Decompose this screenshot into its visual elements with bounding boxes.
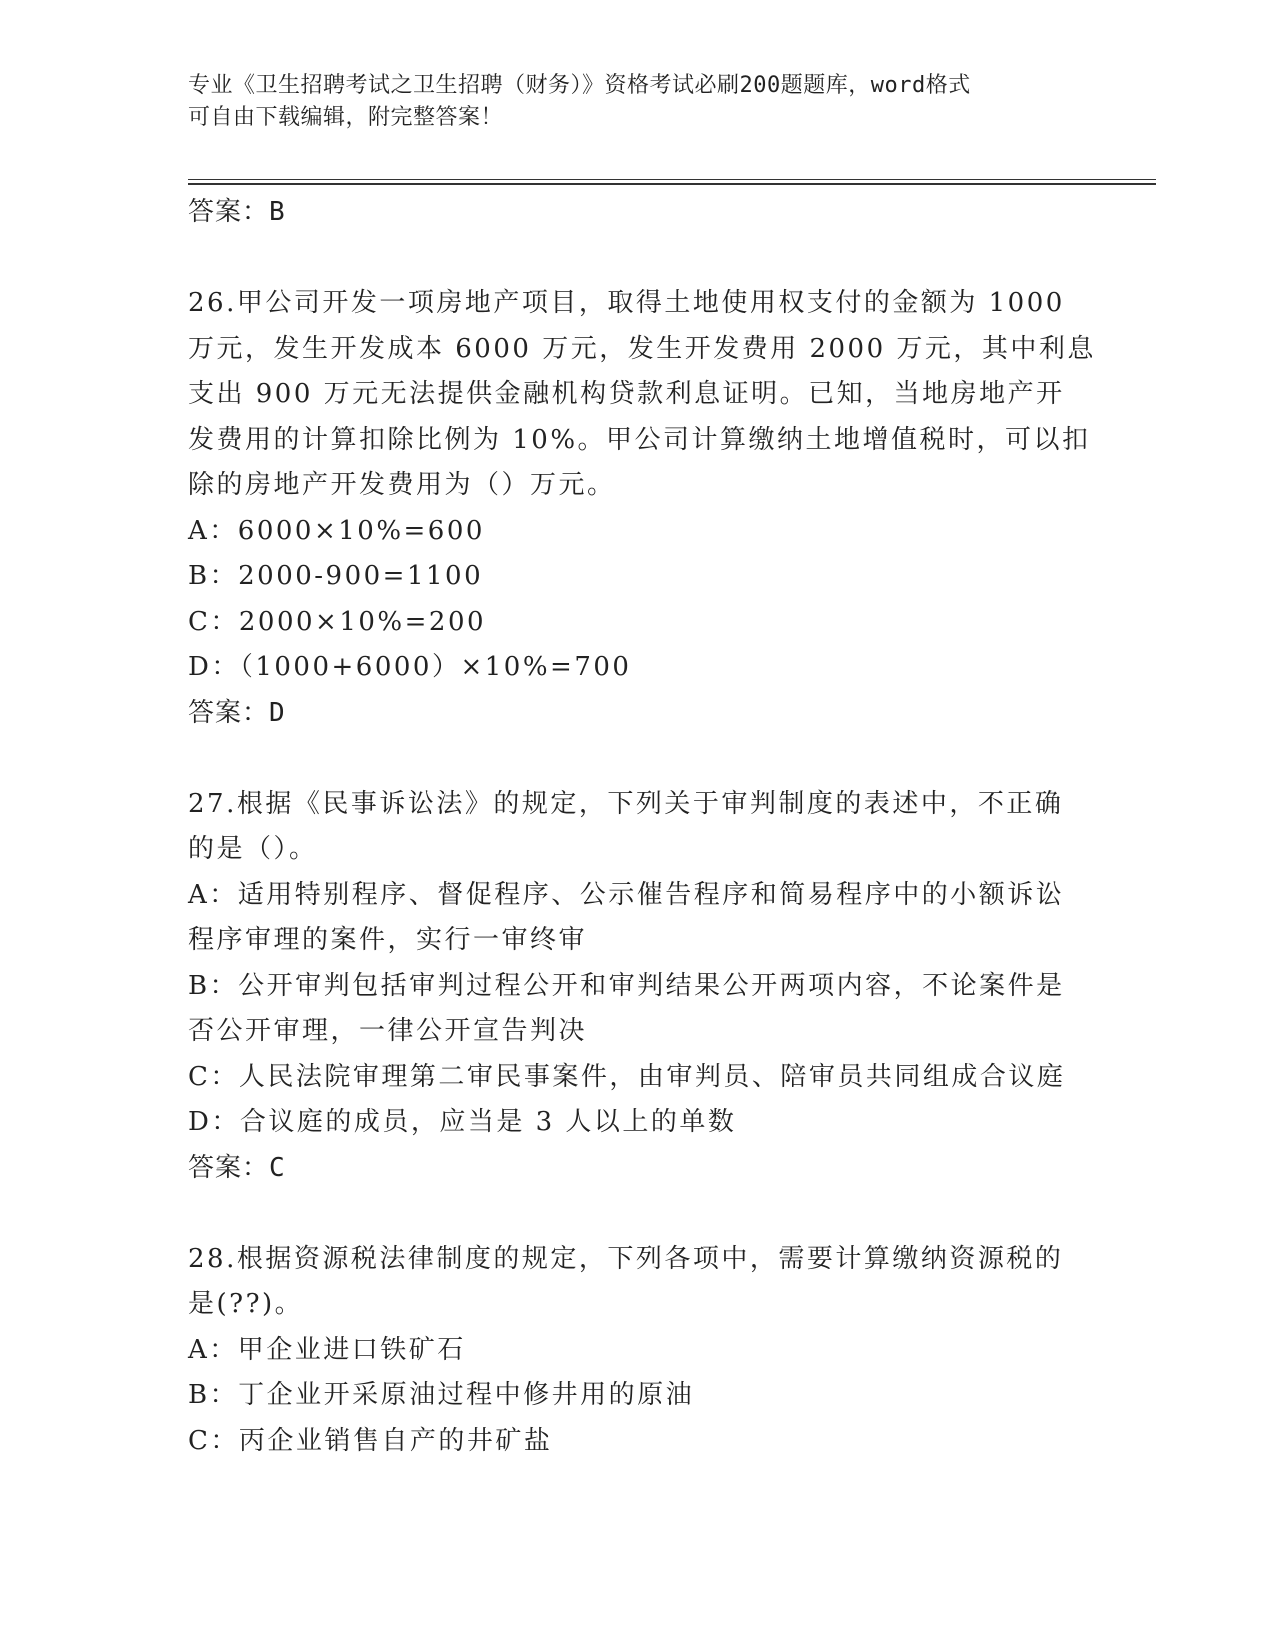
spacer	[188, 736, 1088, 782]
option-a: A：6000×10%=600	[188, 515, 485, 546]
option-b: B：2000-900=1100	[188, 561, 484, 591]
answer-25: 答案：B	[188, 197, 286, 227]
question-text-line: 26.甲公司开发一项房地产项目，取得土地使用权支付的金额为 1000	[188, 288, 1065, 318]
question-text-line: 的是（）。	[188, 834, 318, 864]
question-text-line: 万元，发生开发成本 6000 万元，发生开发费用 2000 万元，其中利息	[188, 333, 1096, 364]
option-d: D：（1000+6000）×10%=700	[188, 652, 632, 682]
question-26	[188, 281, 1096, 736]
option-a: A：适用特别程序、督促程序、公示催告程序和简易程序中的小额诉讼	[188, 879, 1065, 910]
question-28	[188, 1237, 1088, 1465]
question-text-line: 发费用的计算扣除比例为 10%。甲公司计算缴纳土地增值税时，可以扣	[188, 424, 1091, 455]
spacer	[188, 236, 1088, 282]
header-line-2: 可自由下载编辑，附完整答案！	[188, 105, 504, 130]
question-text-line: 除的房地产开发费用为（）万元。	[188, 470, 616, 500]
option-d: D：合议庭的成员，应当是 3 人以上的单数	[188, 1107, 737, 1137]
question-text-line: 28.根据资源税法律制度的规定，下列各项中，需要计算缴纳资源税的	[188, 1243, 1064, 1274]
option-b: B：公开审判包括审判过程公开和审判结果公开两项内容，不论案件是	[188, 970, 1065, 1001]
header-line-1: 专业《卫生招聘考试之卫生招聘（财务）》资格考试必刷200题题库，word格式	[188, 73, 971, 98]
option-b: B：丁企业开采原油过程中修井用的原油	[188, 1380, 695, 1410]
question-text-line: 27.根据《民事诉讼法》的规定，下列关于审判制度的表述中，不正确	[188, 788, 1064, 819]
header-divider	[188, 179, 1156, 185]
document-body	[188, 190, 1096, 1464]
spacer	[188, 1191, 1088, 1237]
option-c: C：丙企业销售自产的井矿盐	[188, 1425, 553, 1456]
answer-26: 答案：D	[188, 697, 286, 728]
document-header	[188, 70, 1068, 134]
option-b-continued: 否公开审理，一律公开宣告判决	[188, 1016, 588, 1046]
question-text-line: 是(??)。	[188, 1289, 304, 1319]
question-text-line: 支出 900 万元无法提供金融机构贷款利息证明。已知，当地房地产开	[188, 379, 1065, 409]
question-27	[188, 782, 1088, 1192]
option-c: C：人民法院审理第二审民事案件，由审判员、陪审员共同组成合议庭	[188, 1061, 1066, 1092]
option-a-continued: 程序审理的案件，实行一审终审	[188, 925, 588, 955]
answer-27: 答案：C	[188, 1152, 286, 1183]
option-c: C：2000×10%=200	[188, 606, 487, 637]
option-a: A：甲企业进口铁矿石	[188, 1334, 466, 1365]
